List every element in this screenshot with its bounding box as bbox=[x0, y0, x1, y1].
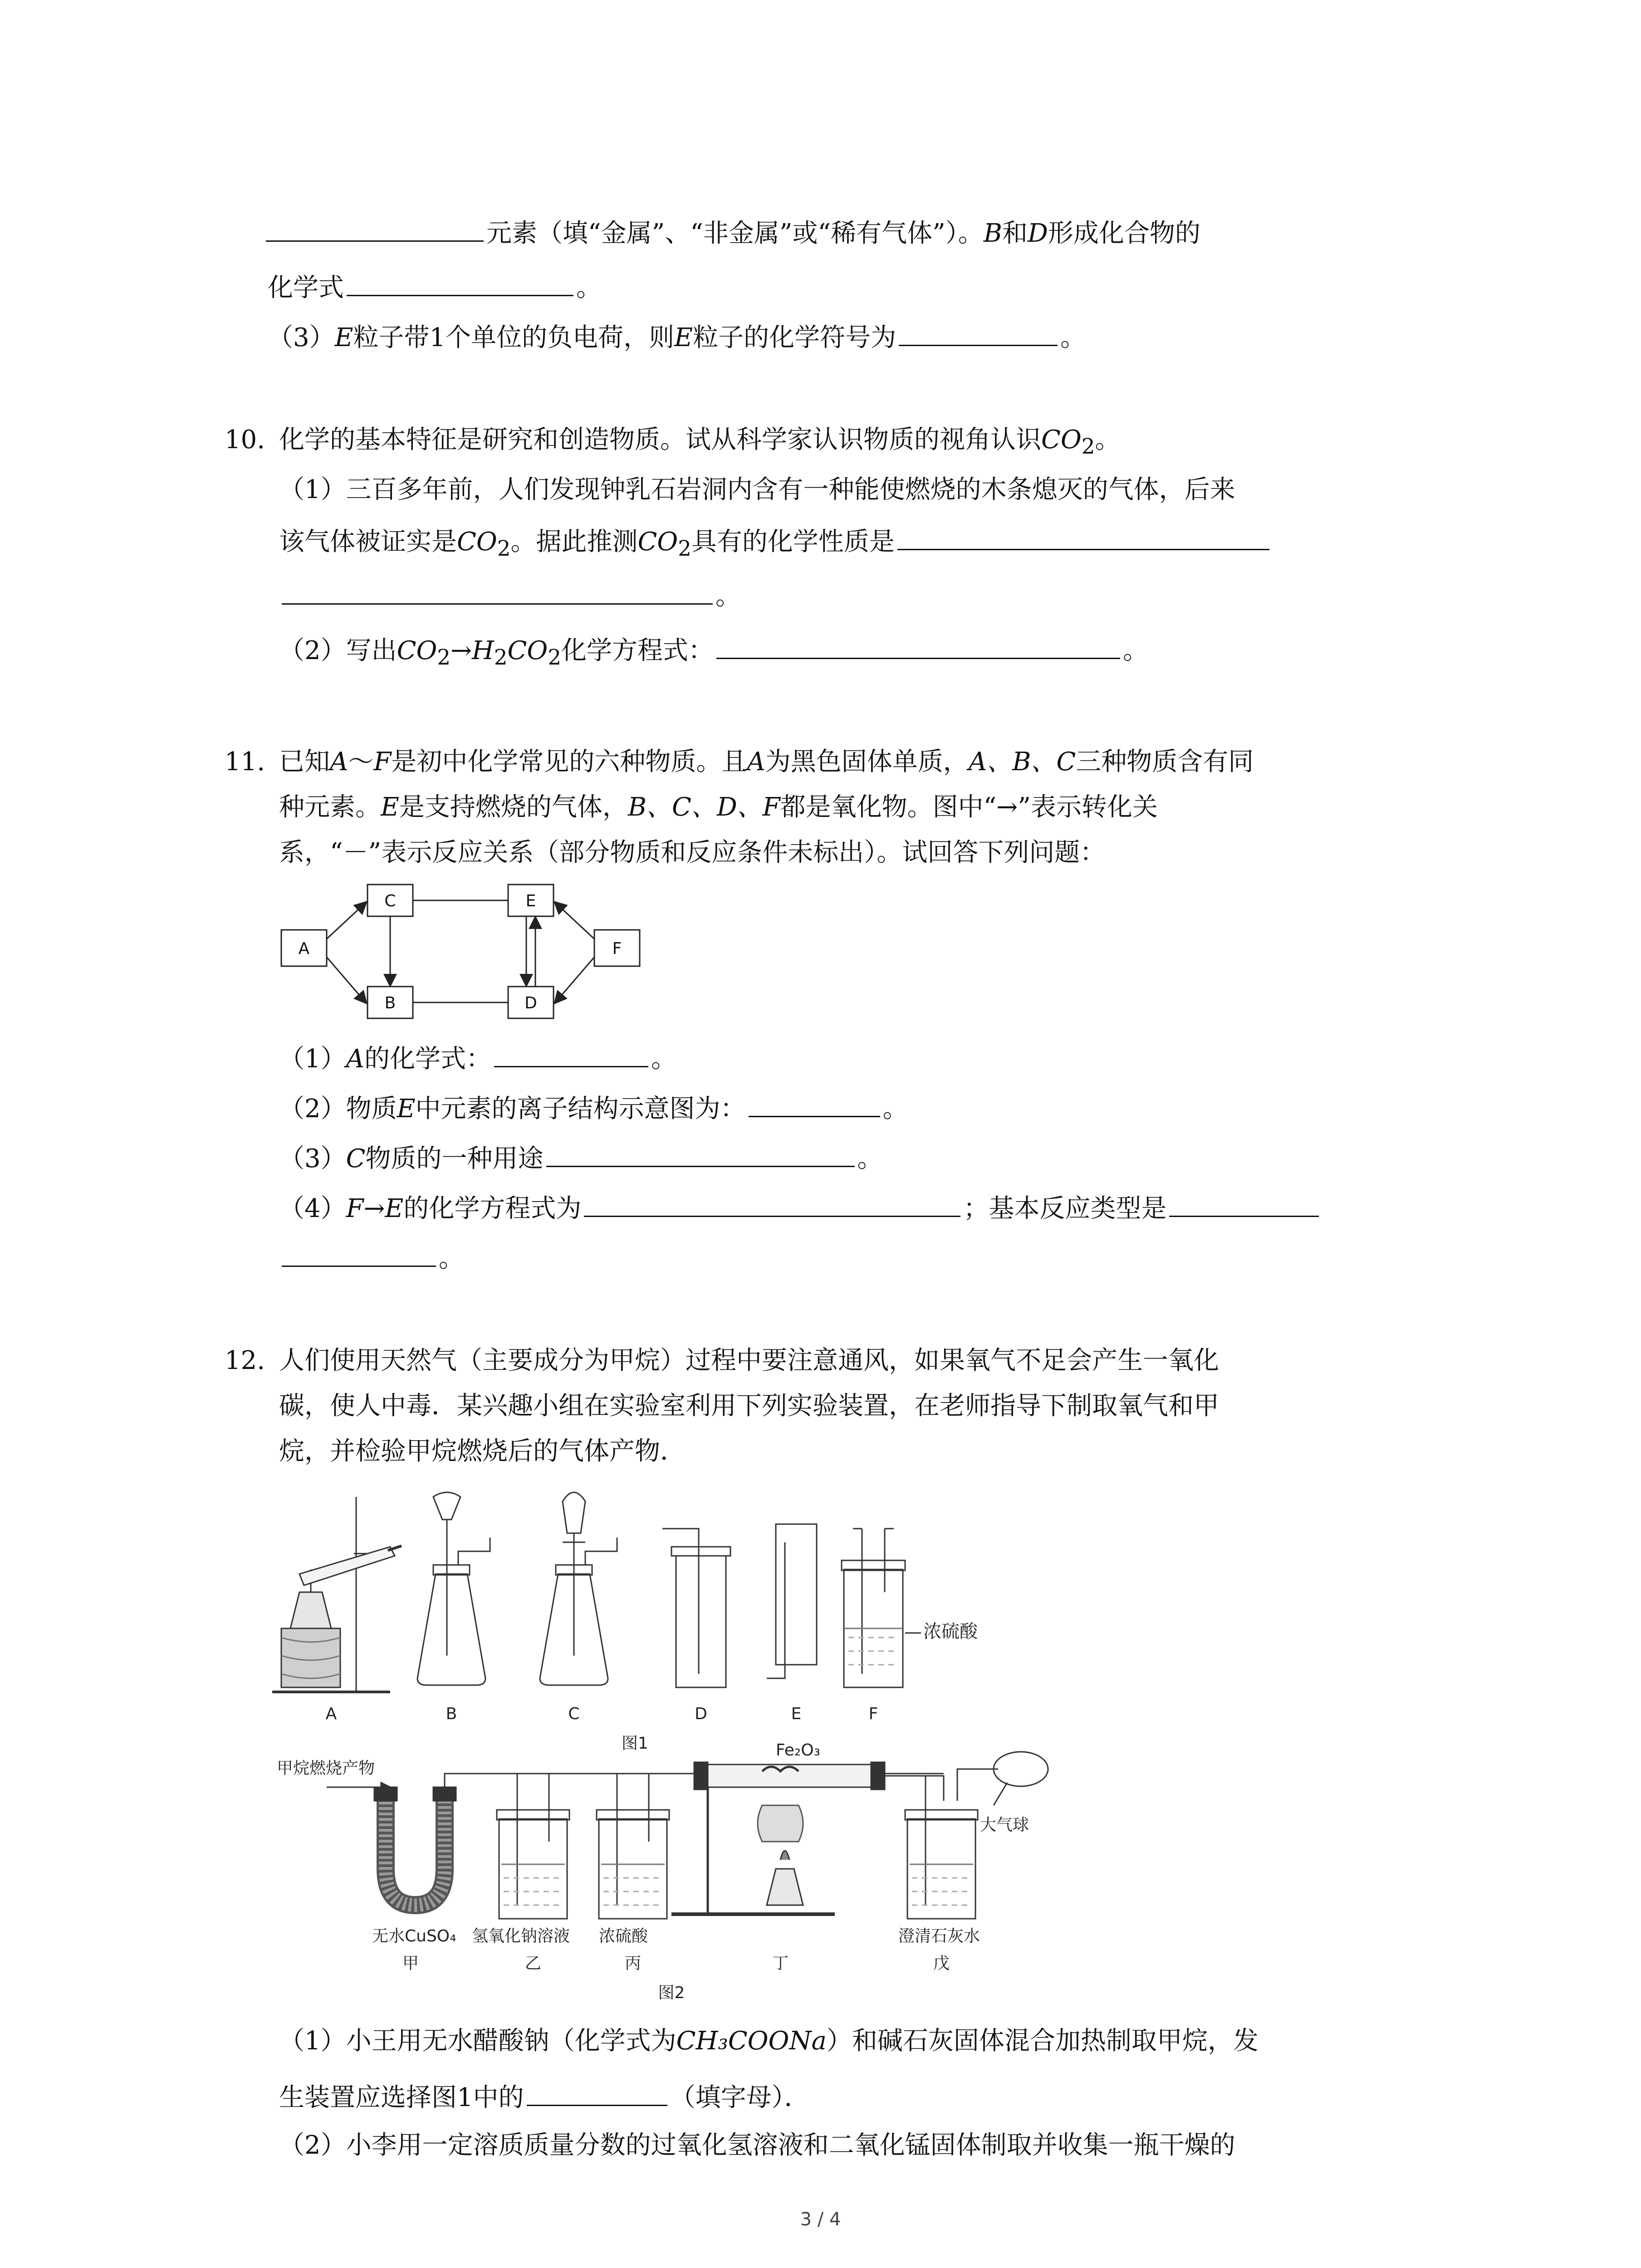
reagent-acid: 浓硫酸 bbox=[599, 1927, 648, 1945]
fig1-label-c: C bbox=[568, 1705, 580, 1723]
answer-blank[interactable] bbox=[749, 1089, 880, 1117]
answer-blank[interactable] bbox=[716, 631, 1120, 659]
q12-stem-line-1: 人们使用天然气（主要成分为甲烷）过程中要注意通风，如果氧气不足会产生一氧化 bbox=[279, 1346, 1219, 1375]
figure-2-caption: 图2 bbox=[658, 1984, 685, 2002]
node-a: A bbox=[298, 939, 310, 958]
q11-stem-line-3: 系，“－”表示反应关系（部分物质和反应条件未标出）。试回答下列问题： bbox=[279, 838, 1106, 867]
q10-part-1-line-1: （1）三百多年前，人们发现钟乳石岩洞内含有一种能使燃烧的木条熄灭的气体，后来 bbox=[279, 475, 1235, 504]
fig1-label-e: E bbox=[791, 1705, 802, 1723]
reagent-limewater: 澄清石灰水 bbox=[898, 1927, 980, 1945]
figure-1-apparatus bbox=[272, 1483, 1071, 1737]
q12-stem-line-3: 烷，并检验甲烷燃烧后的气体产物． bbox=[279, 1437, 686, 1466]
question-number: 11. bbox=[225, 747, 265, 777]
q9-line-1: 元素（填“金属”、“非金属”或“稀有气体”）。B和D形成化合物的 bbox=[263, 213, 1200, 252]
apparatus-f bbox=[842, 1529, 921, 1687]
answer-blank[interactable] bbox=[494, 1039, 648, 1067]
bottle-yi bbox=[497, 1774, 569, 1919]
page-number: 3 / 4 bbox=[800, 2209, 841, 2230]
node-d: D bbox=[524, 994, 537, 1012]
apparatus-d bbox=[662, 1529, 730, 1687]
q10-part-2: （2）写出$CO_2\to H_2CO_2$化学方程式： 。 bbox=[279, 631, 1148, 676]
q9-line-2: 化学式 。 bbox=[268, 268, 602, 306]
node-b: B bbox=[384, 994, 396, 1012]
q10-part-1-line-3: 。 bbox=[279, 576, 741, 615]
relationship-diagram bbox=[277, 875, 649, 1025]
name-ding: 丁 bbox=[772, 1954, 789, 1973]
apparatus-c bbox=[540, 1492, 617, 1685]
fig1-label-d: D bbox=[695, 1705, 707, 1723]
fig1-label-b: B bbox=[446, 1705, 457, 1723]
q10-stem: 化学的基本特征是研究和创造物质。试从科学家认识物质的视角认识$CO_2$。 bbox=[279, 425, 1121, 459]
bottle-bing bbox=[597, 1774, 669, 1919]
q11-part-2: （2）物质E中元素的离子结构示意图为： 。 bbox=[279, 1089, 908, 1127]
fig1-acid-label: 浓硫酸 bbox=[923, 1621, 978, 1642]
answer-blank[interactable] bbox=[584, 1188, 960, 1217]
q12-part-1-line-2: 生装置应选择图1中的 （填字母）． bbox=[279, 2077, 810, 2116]
arrow-f-to-d bbox=[555, 957, 594, 1002]
question-number: 10. bbox=[225, 425, 265, 455]
name-jia: 甲 bbox=[402, 1954, 419, 1973]
q11-part-1: （1）A的化学式： 。 bbox=[279, 1039, 676, 1077]
q9-part-3: （3）E粒子带1个单位的负电荷，则E粒子的化学符号为 。 bbox=[268, 318, 1086, 356]
q11-part-4-line-2: 。 bbox=[279, 1238, 464, 1277]
q12-stem-line-2: 碳，使人中毒．某兴趣小组在实验室利用下列实验装置，在老师指导下制取氧气和甲 bbox=[279, 1391, 1219, 1421]
q10-part-1-line-2: 该气体被证实是$CO_2$。据此推测$CO_2$具有的化学性质是 bbox=[279, 522, 1272, 567]
q11-stem-line-2: 种元素。E是支持燃烧的气体，B、C、D、F都是氧化物。图中“→”表示转化关 bbox=[279, 792, 1158, 822]
reagent-cuso4: 无水CuSO₄ bbox=[372, 1927, 456, 1945]
fig1-label-a: A bbox=[325, 1705, 337, 1723]
name-wu: 戊 bbox=[933, 1954, 950, 1973]
answer-blank[interactable] bbox=[1169, 1188, 1319, 1217]
q12-part-1-line-1: （1）小王用无水醋酸钠（化学式为CH₃COONa）和碱石灰固体混合加热制取甲烷，发 bbox=[279, 2026, 1259, 2056]
answer-blank[interactable] bbox=[347, 268, 573, 296]
name-yi: 乙 bbox=[524, 1954, 542, 1973]
q12-part-2: （2）小李用一定溶质质量分数的过氧化氢溶液和二氧化锰固体制取并收集一瓶干燥的 bbox=[279, 2131, 1235, 2160]
combustion-tube-ding bbox=[671, 1762, 885, 1914]
answer-blank[interactable] bbox=[282, 1238, 436, 1267]
fig2-inlet-label: 甲烷燃烧产物 bbox=[277, 1759, 375, 1778]
node-c: C bbox=[384, 892, 396, 910]
fig2-fe2o3-label: Fe₂O₃ bbox=[776, 1741, 821, 1760]
q11-part-3: （3）C物质的一种用途 。 bbox=[279, 1139, 883, 1177]
fig2-balloon-label: 大气球 bbox=[980, 1816, 1029, 1834]
question-number: 12. bbox=[225, 1346, 265, 1375]
apparatus-b bbox=[417, 1492, 490, 1685]
answer-blank[interactable] bbox=[282, 576, 713, 605]
q11-stem-line-1: 已知A～F是初中化学常见的六种物质。且A为黑色固体单质，A、B、C三种物质含有同 bbox=[279, 747, 1254, 777]
figure-1-caption: 图1 bbox=[622, 1734, 648, 1753]
node-e: E bbox=[525, 892, 536, 910]
answer-blank[interactable] bbox=[546, 1139, 855, 1167]
apparatus-e bbox=[767, 1524, 817, 1678]
u-tube-jia bbox=[374, 1787, 456, 1905]
arrow-f-to-e bbox=[555, 903, 594, 939]
answer-blank[interactable] bbox=[897, 522, 1269, 550]
arrow-a-to-b bbox=[327, 957, 366, 1002]
q11-part-4: （4）F→E的化学方程式为 ；基本反应类型是 bbox=[279, 1188, 1322, 1227]
answer-blank[interactable] bbox=[527, 2077, 667, 2106]
name-bing: 丙 bbox=[624, 1954, 642, 1973]
reagent-naoh: 氢氧化钠溶液 bbox=[472, 1927, 570, 1945]
apparatus-a bbox=[272, 1497, 402, 1692]
arrow-a-to-c bbox=[327, 903, 366, 939]
answer-blank[interactable] bbox=[899, 318, 1058, 346]
answer-blank[interactable] bbox=[266, 213, 484, 242]
bottle-wu bbox=[885, 1752, 1048, 1919]
fig1-label-f: F bbox=[868, 1705, 878, 1723]
node-f: F bbox=[612, 939, 622, 958]
